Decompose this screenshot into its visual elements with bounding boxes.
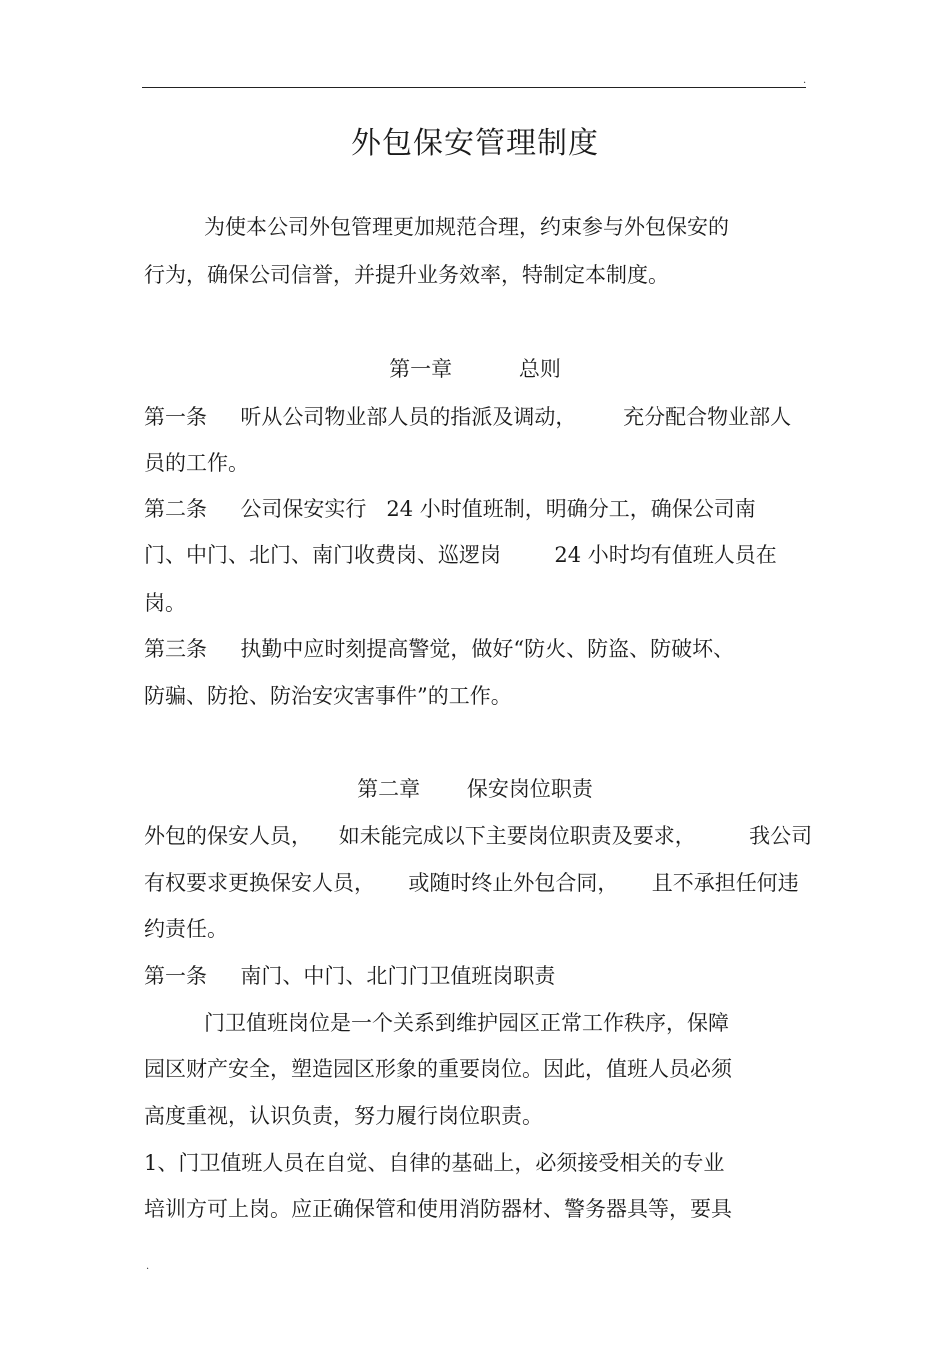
gate-duty-para-line-1: 门卫值班岗位是一个关系到维护园区正常工作秩序，保障 bbox=[204, 1011, 729, 1035]
header-rule bbox=[142, 87, 806, 88]
article-3-line-1: 第三条 执勤中应时刻提高警觉，做好“防火、防盗、防破坏、 bbox=[144, 637, 735, 661]
chapter-2-heading: 第二章 保安岗位职责 bbox=[357, 777, 593, 801]
document-title: 外包保安管理制度 bbox=[351, 126, 599, 161]
corner-mark-bottom: . bbox=[146, 1261, 150, 1272]
article-3-line-2: 防骗、防抢、防治安灾害事件”的工作。 bbox=[144, 684, 512, 708]
chapter-1-heading: 第一章 总则 bbox=[389, 357, 561, 381]
item-1-line-1: 1、门卫值班人员在自觉、自律的基础上，必须接受相关的专业 bbox=[144, 1151, 725, 1175]
intro-line-2: 行为，确保公司信誉，并提升业务效率，特制定本制度。 bbox=[144, 263, 669, 287]
chapter-2-intro-line-1: 外包的保安人员， 如未能完成以下主要岗位职责及要求， 我公司 bbox=[144, 824, 813, 848]
chapter-2-intro-line-2: 有权要求更换保安人员， 或随时终止外包合同， 且不承担任何违 bbox=[144, 871, 799, 895]
article-2-line-3: 岗。 bbox=[144, 591, 186, 615]
article-2-line-2: 门、中门、北门、南门收费岗、巡逻岗 24 小时均有值班人员在 bbox=[144, 543, 777, 567]
gate-duty-para-line-3: 高度重视，认识负责，努力履行岗位职责。 bbox=[144, 1104, 543, 1128]
gate-duty-para-line-2: 园区财产安全，塑造园区形象的重要岗位。因此，值班人员必须 bbox=[144, 1057, 732, 1081]
article-2-line-1: 第二条 公司保安实行 24 小时值班制，明确分工，确保公司南 bbox=[144, 497, 756, 521]
corner-mark-top: . bbox=[803, 75, 807, 86]
chapter-2-article-1-heading: 第一条 南门、中门、北门门卫值班岗职责 bbox=[144, 964, 556, 988]
article-1-line-1: 第一条 听从公司物业部人员的指派及调动， 充分配合物业部人 bbox=[144, 405, 792, 429]
article-1-line-2: 员的工作。 bbox=[144, 451, 249, 475]
intro-line-1: 为使本公司外包管理更加规范合理，约束参与外包保安的 bbox=[204, 215, 729, 239]
chapter-2-intro-line-3: 约责任。 bbox=[144, 917, 228, 941]
item-1-line-2: 培训方可上岗。应正确保管和使用消防器材、警务器具等，要具 bbox=[144, 1197, 732, 1221]
